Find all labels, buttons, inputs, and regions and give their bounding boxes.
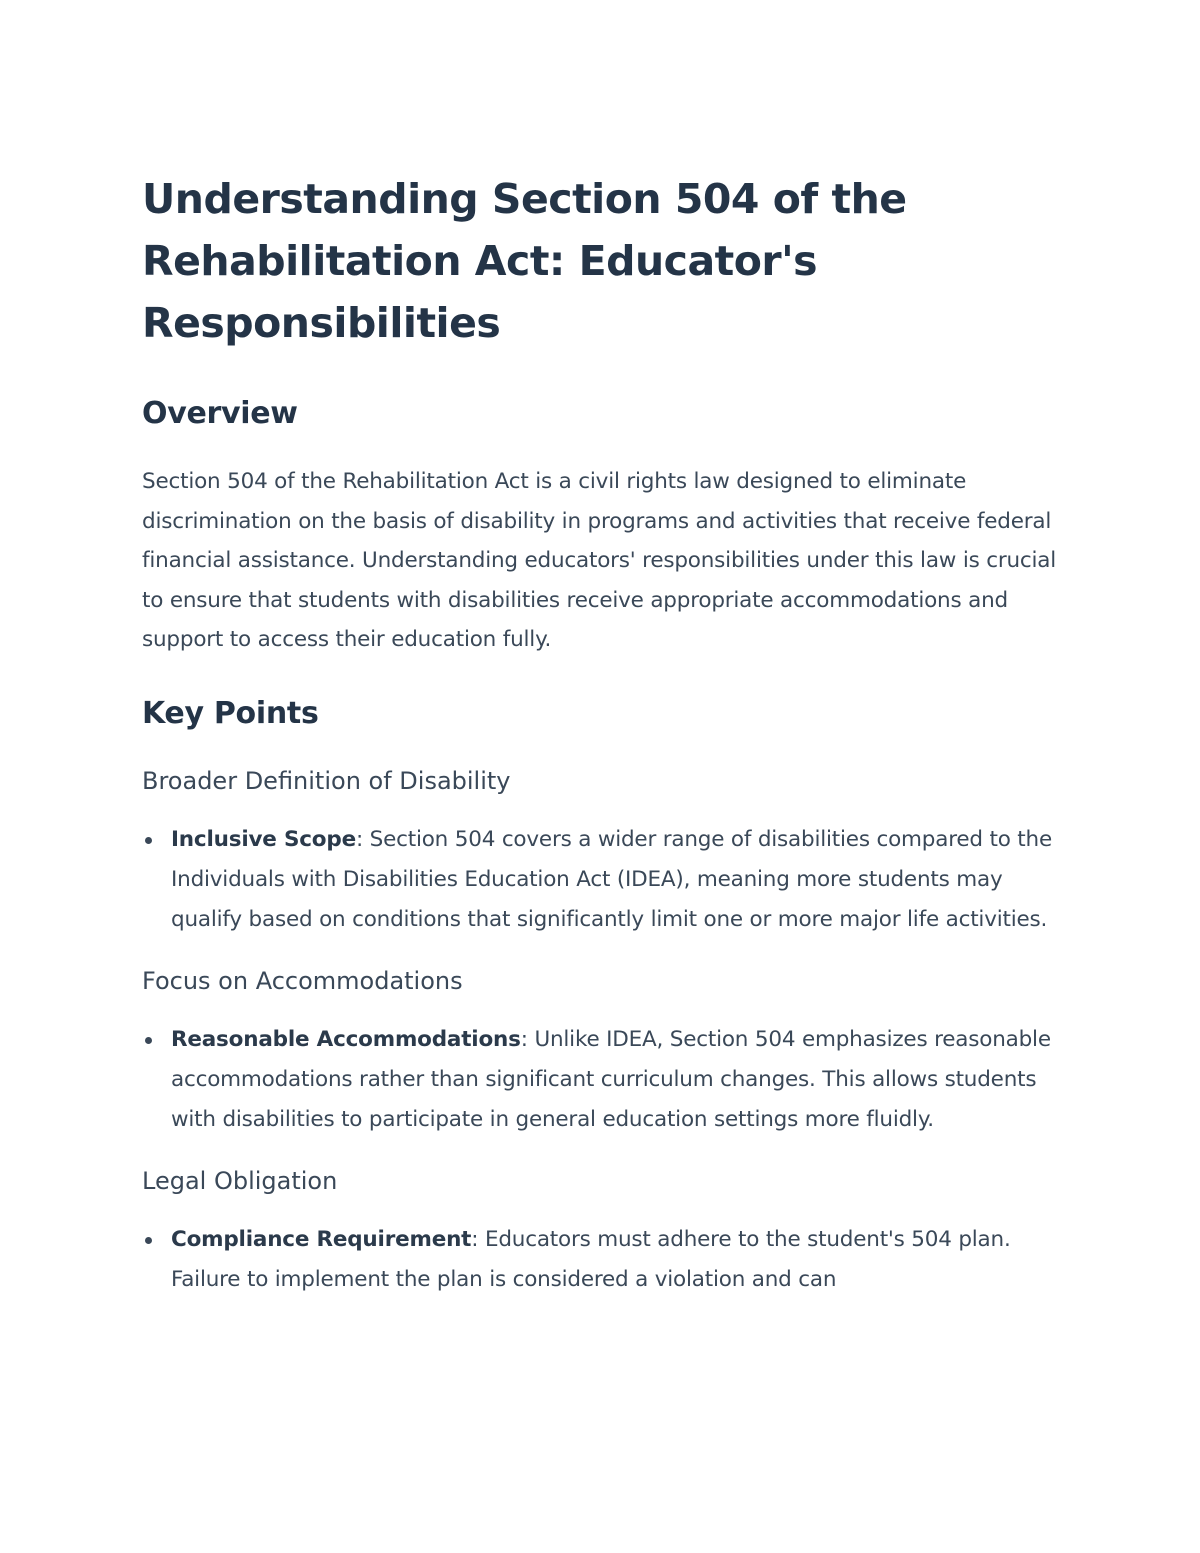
section-heading-broader-definition: Broader Definition of Disability [142, 766, 511, 795]
bullet-term: Compliance Requirement [171, 1226, 472, 1252]
bullet-text: : Section 504 covers a wider range of disabilities compared to the Individuals with Disabilities Education Act (IDEA), meaning more students may qualify based on conditions that significantly limit one or more major life activities. [171, 826, 1052, 932]
bullet-icon [145, 1237, 152, 1244]
bullet-list [142, 1220, 1072, 1300]
bullet-text: : Educators must adhere to the student's 504 plan. Failure to implement the plan is considered a violation and can [171, 1226, 1011, 1292]
bullet-term: Reasonable Accommodations [171, 1026, 521, 1052]
document-title: Understanding Section 504 of the Rehabilitation Act: Educator's Responsibilities [142, 175, 907, 347]
bullet-term: Inclusive Scope [171, 826, 356, 852]
list-item [142, 1020, 1072, 1140]
bullet-icon [145, 837, 152, 844]
overview-paragraph: Section 504 of the Rehabilitation Act is a civil rights law designed to eliminate discrimination on the basis of disability in programs and activities that receive federal financial assistance. Understanding educators' responsibilities under this law is crucial to ensure that students with disabilities receive appropriate accommodations and support to access their education fully. [142, 469, 1057, 653]
section-heading-legal-obligation: Legal Obligation [142, 1166, 338, 1195]
document-page [142, 168, 1072, 1300]
bullet-text: : Unlike IDEA, Section 504 emphasizes reasonable accommodations rather than significant curriculum changes. This allows students with disabilities to participate in general education settings more fluidly. [171, 1026, 1051, 1132]
bullet-list [142, 820, 1072, 940]
bullet-list [142, 1020, 1072, 1140]
section-heading-focus-accommodations: Focus on Accommodations [142, 966, 463, 995]
bullet-icon [145, 1037, 152, 1044]
overview-heading: Overview [142, 396, 298, 431]
key-points-heading: Key Points [142, 695, 319, 731]
list-item [142, 820, 1072, 940]
list-item [142, 1220, 1072, 1300]
